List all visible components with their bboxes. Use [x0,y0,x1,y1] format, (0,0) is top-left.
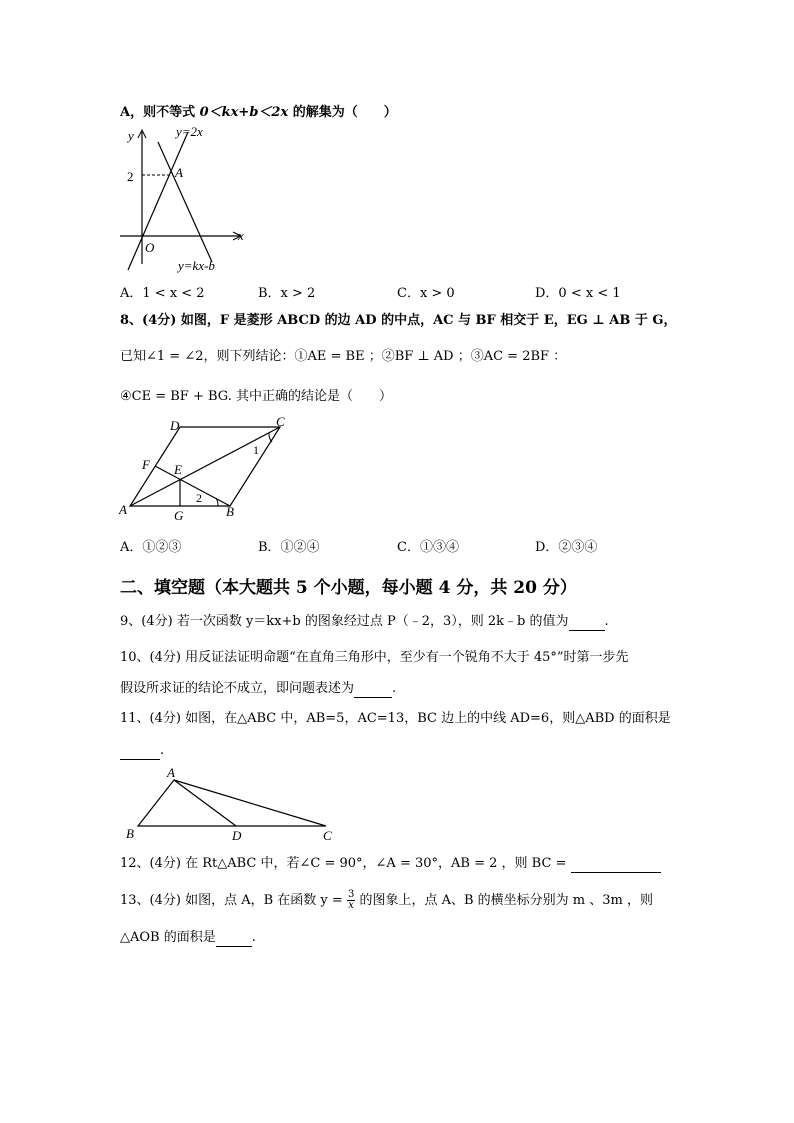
q7-stem [120,104,397,122]
q8-label-c: C [276,414,285,429]
q8-label-b: B [226,504,234,519]
q8-option-b: B．①②④ [258,540,320,555]
q7-stem-ineq: 0＜kx+b＜2x [199,105,289,120]
q13-frac-den: x [348,900,354,911]
q8-line2: 已知∠1 = ∠2，则下列结论：①AE = BE ；②BF ⊥ AD ；③AC = 2BF ： [120,349,567,364]
q8-label-e: E [174,462,182,477]
q9-end: . [604,614,609,629]
q10-line2 [120,680,396,698]
q13-post: 的图象上，点 A、B 的横坐标分别为 m 、3m ，则 [359,893,653,908]
q12-text [120,855,661,873]
q7-label-o: O [145,240,155,255]
q7-option-c: C．x > 0 [397,286,455,301]
q8-option-c: C．①③④ [397,540,459,555]
q9-answer-blank[interactable] [569,618,605,631]
q9-text [120,613,609,631]
q8-rhombus-figure [112,414,302,524]
q13-line1 [120,890,653,911]
q13-answer-blank[interactable] [216,934,252,947]
q11-label-d: D [232,828,242,843]
q13-pre: 13、(4分) 如图，点 A，B 在函数 y = [120,893,343,908]
q11-triangle-figure [118,766,348,846]
q12-stem: 12、(4分) 在 Rt△ABC 中，若∠C = 90°，∠A = 30°，AB = 2 ，则 BC = [120,856,567,871]
q8-line3: ④CE = BF + BG. 其中正确的结论是（ ） [120,389,392,404]
q8-label-a: A [119,502,127,517]
q7-option-a: A．1 < x < 2 [120,286,205,301]
q11-line2 [120,742,164,760]
q8-label-f: F [142,457,150,472]
q8-option-a: A．①②③ [120,540,182,555]
q7-option-b: B．x > 2 [258,286,316,301]
q8-label-1: 1 [253,443,259,457]
q10-answer-blank[interactable] [354,685,392,698]
q7-option-d: D．0 < x < 1 [535,286,621,301]
q7-graph [112,124,252,274]
q7-stem-suffix: 的解集为（ ） [288,105,397,120]
q11-end: . [160,743,165,758]
q7-label-2: 2 [127,169,134,184]
q13-frac-num: 3 [347,889,355,900]
q10-stem: 假设所求证的结论不成立，即问题表述为 [120,681,355,696]
q13-stem: △AOB 的面积是 [120,930,216,945]
q13-end: . [251,930,256,945]
q7-label-l1: y=2x [176,124,203,139]
q11-label-a: A [167,766,175,780]
q7-label-x: x [238,228,244,243]
q7-stem-prefix: A，则不等式 [120,105,200,120]
q10-end: . [392,681,397,696]
q10-line1: 10、(4分) 用反证法证明命题“在直角三角形中，至少有一个锐角不大于 45°”时第一步先 [120,650,629,665]
q11-answer-blank[interactable] [120,747,160,760]
q13-line2 [120,929,256,947]
q8-line1: 8、(4分) 如图，F 是菱形 ABCD 的边 AD 的中点，AC 与 BF 相交于 E，EG ⊥ AB 于 G， [120,313,677,328]
q7-label-y: y [128,128,134,143]
q8-label-g: G [174,508,184,523]
q8-label-d: D [170,418,180,433]
q11-label-c: C [323,828,332,843]
q7-label-a: A [175,165,183,180]
section-title: 二、填空题（本大题共 5 个小题，每小题 4 分，共 20 分） [120,578,577,598]
q9-stem: 9、(4分) 若一次函数 y＝kx+b 的图象经过点 P（﹣2，3），则 2k﹣b 的值为 [120,614,569,629]
q13-fraction [347,890,355,911]
q11-label-b: B [126,826,134,841]
q8-option-d: D．②③④ [535,540,598,555]
q11-line1: 11、(4分) 如图，在△ABC 中，AB=5，AC=13，BC 边上的中线 AD=6，则△ABD 的面积是 [120,711,671,726]
q7-label-l2: y=kx-b [178,258,215,273]
q12-answer-blank[interactable] [571,860,661,873]
q8-label-2: 2 [196,491,202,505]
